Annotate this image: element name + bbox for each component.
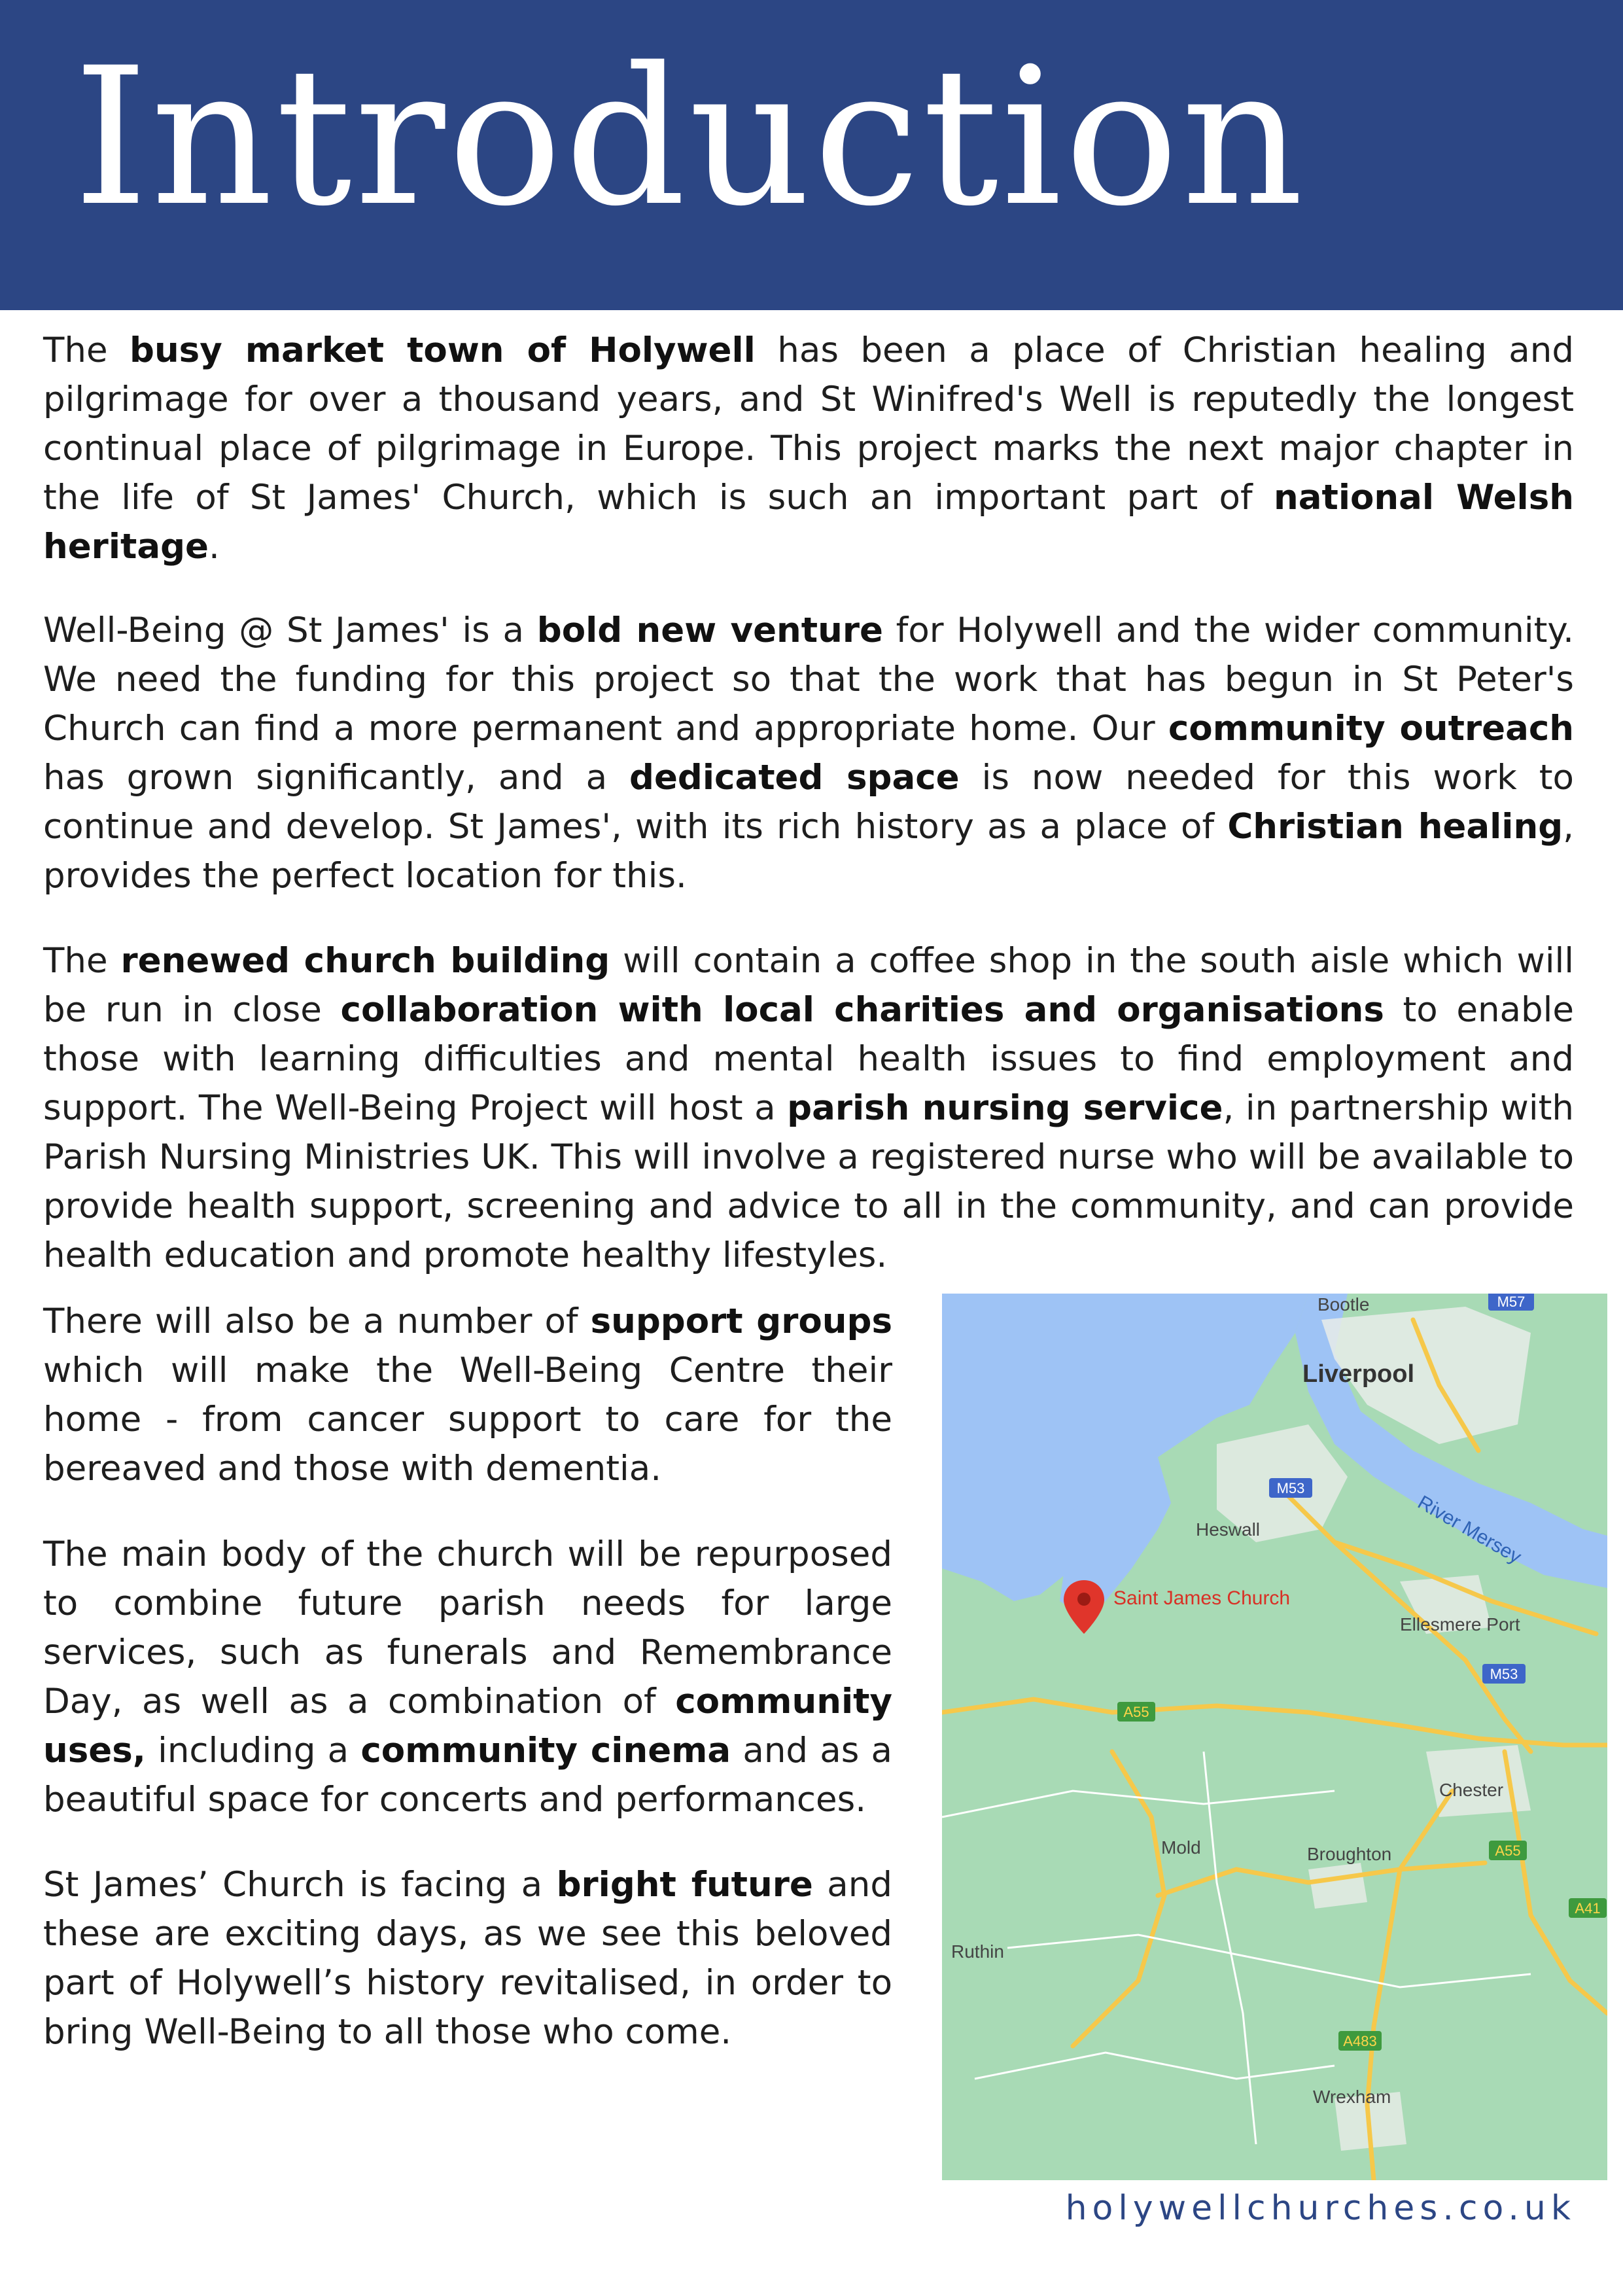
label-river-mersey: River Mersey [1414, 1491, 1526, 1568]
body-text-run: The main body of the church will be repurposed to combine future parish needs for large services, such as funerals and Remembrance Day, as well as a combination of [43, 1534, 892, 1722]
emphasis-text: national Welsh heritage [43, 478, 1574, 567]
body-text-run: Well-Being @ St James' is a [43, 610, 537, 650]
label-mold: Mold [1161, 1837, 1201, 1858]
emphasis-text: support groups [590, 1301, 892, 1341]
body-text-run: and as a beautiful space for concerts and performances. [43, 1731, 892, 1820]
emphasis-text: Christian healing [1227, 807, 1563, 847]
intro-paragraph-6 [43, 1860, 892, 2057]
label-broughton: Broughton [1307, 1844, 1392, 1864]
intro-paragraph-2 [43, 606, 1574, 900]
emphasis-text: bold new venture [536, 610, 883, 650]
body-text-run: has been a place of Christian healing and pilgrimage for over a thousand years, and St Winifred's Well is reputedly the longest continual place of pilgrimage in Europe. This project marks the next major chapter in the life of St James' Church, which is such an important part of [43, 330, 1574, 518]
emphasis-text: community uses, [43, 1682, 892, 1771]
road-shield-a41 [1569, 1898, 1607, 1918]
body-text-run: . [208, 527, 220, 567]
body-text-run: which will make the Well-Being Centre their home - from cancer support to care for the bereaved and those with dementia. [43, 1351, 892, 1489]
road-shield-a483 [1338, 2031, 1382, 2051]
body-text-run: There will also be a number of [43, 1301, 591, 1341]
header-banner [0, 0, 1623, 310]
label-bootle: Bootle [1318, 1294, 1370, 1315]
map-urban-broughton [1308, 1863, 1367, 1909]
label-saint-james-church: Saint James Church [1113, 1587, 1291, 1609]
emphasis-text: busy market town of Holywell [130, 330, 756, 370]
body-text-run: has grown significantly, and a [43, 758, 630, 798]
emphasis-text: parish nursing service [787, 1088, 1223, 1128]
intro-paragraph-1 [43, 326, 1574, 571]
emphasis-text: bright future [556, 1865, 813, 1905]
body-text-run: , in partnership with Parish Nursing Ministries UK. This will involve a registered nurse who will be available to provide health support, screening and advice to all in the community, and can provide health education and promote healthy lifestyles. [43, 1088, 1575, 1275]
emphasis-text: community cinema [360, 1731, 731, 1771]
road-shield-m57 [1488, 1294, 1534, 1311]
body-text-run: for Holywell and the wider community. We need the funding for this project so that the work that has begun in St Peter's Church can find a more permanent and appropriate home. Our [43, 610, 1575, 749]
footer-website-url: holywellchurches.co.uk [1065, 2189, 1576, 2228]
label-chester: Chester [1439, 1780, 1504, 1800]
page-title: Introduction [73, 27, 1306, 248]
intro-paragraph-5 [43, 1530, 892, 1824]
intro-paragraph-4 [43, 1297, 892, 1493]
emphasis-text: renewed church building [120, 941, 610, 981]
body-text-run: St James’ Church is facing a [43, 1865, 557, 1905]
location-map [942, 1294, 1607, 2180]
emphasis-text: collaboration with local charities and organisations [340, 990, 1384, 1030]
intro-paragraph-3 [43, 936, 1574, 1280]
road-shield-m53-south [1482, 1664, 1526, 1684]
label-ellesmere-port: Ellesmere Port [1400, 1614, 1520, 1634]
label-liverpool: Liverpool [1302, 1360, 1415, 1388]
body-text-run: The [43, 941, 121, 981]
body-text-run: The [43, 330, 130, 370]
body-text-run: will contain a coffee shop in the south aisle which will be run in close [43, 941, 1575, 1030]
svg-text:A55: A55 [1495, 1843, 1521, 1859]
label-heswall: Heswall [1196, 1519, 1261, 1540]
svg-text:A55: A55 [1123, 1704, 1149, 1720]
label-wrexham: Wrexham [1313, 2087, 1391, 2107]
body-text-run: to enable those with learning difficulties and mental health issues to find employment and support. The Well-Being Project will host a [43, 990, 1575, 1128]
svg-text:M57: M57 [1497, 1294, 1526, 1310]
svg-text:A41: A41 [1575, 1900, 1601, 1916]
body-text-run: and these are exciting days, as we see this beloved part of Holywell’s history revitalised, in order to bring Well-Being to all those who come. [43, 1865, 893, 2052]
svg-text:A483: A483 [1343, 2033, 1377, 2049]
body-text-run: , provides the perfect location for this. [43, 807, 1575, 896]
road-shield-a55-west [1117, 1702, 1155, 1722]
road-shield-a55-east [1489, 1841, 1527, 1860]
body-text-run: including a [145, 1731, 361, 1771]
road-shield-m53-north [1269, 1478, 1312, 1498]
svg-text:M53: M53 [1490, 1666, 1518, 1682]
body-text-run: is now needed for this work to continue and develop. St James', with its rich history as a place of [43, 758, 1574, 847]
emphasis-text: dedicated space [629, 758, 960, 798]
svg-text:M53: M53 [1276, 1480, 1305, 1496]
label-ruthin: Ruthin [951, 1941, 1004, 1962]
emphasis-text: community outreach [1168, 709, 1574, 749]
